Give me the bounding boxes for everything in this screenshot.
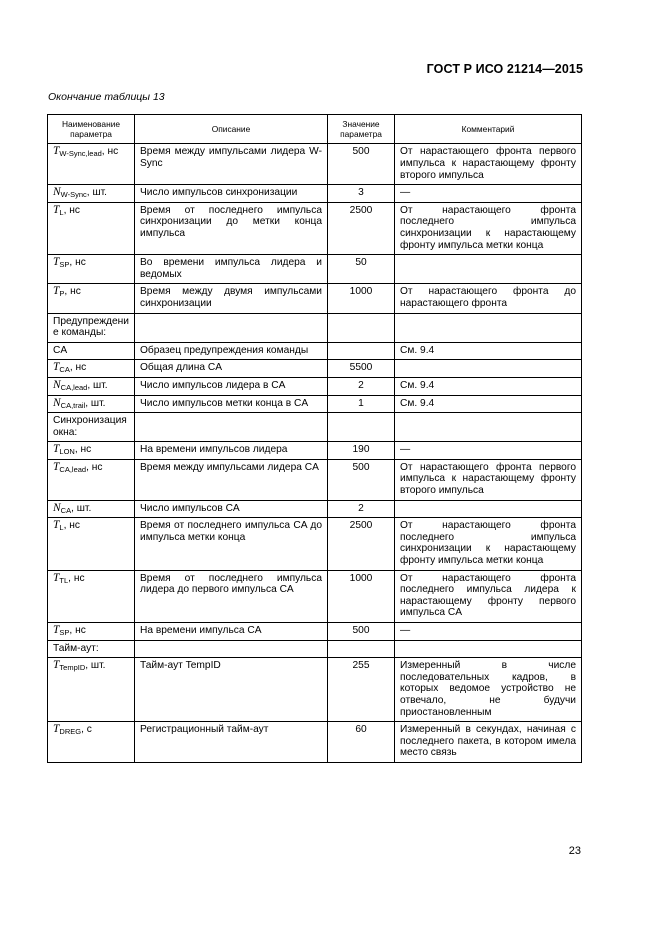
value-cell: 500	[328, 623, 395, 641]
parameter-symbol: CA	[53, 344, 68, 356]
parameter-unit: , нс	[69, 257, 86, 269]
parameter-subscript: SP	[59, 260, 70, 270]
value-cell: 2500	[328, 202, 395, 254]
description-cell: Регистрационный тайм-аут	[135, 722, 328, 763]
comment-cell: —	[395, 623, 582, 641]
description-cell	[135, 413, 328, 442]
table-row	[48, 500, 582, 518]
comment-cell: От нарастающего фронта до нарастающего фронта	[395, 284, 582, 313]
parameter-cell	[48, 395, 135, 413]
parameter-cell	[48, 413, 135, 442]
section-label: Тайм-аут:	[53, 642, 99, 654]
comment-cell: См. 9.4	[395, 395, 582, 413]
description-cell: Число импульсов CA	[135, 500, 328, 518]
parameter-symbol: N	[53, 396, 61, 409]
parameter-unit: , нс	[101, 146, 119, 158]
section-label: Предупреждение команды:	[53, 315, 129, 339]
parameter-cell	[48, 500, 135, 518]
parameters-table	[47, 114, 582, 763]
parameter-unit: , шт.	[71, 502, 92, 514]
parameter-subscript: SP	[59, 628, 70, 637]
parameter-subscript: L	[59, 207, 64, 217]
comment-cell	[395, 255, 582, 284]
table-row	[48, 658, 582, 722]
parameter-symbol: T	[53, 285, 60, 298]
parameter-unit: , с	[81, 724, 92, 736]
parameter-cell	[48, 255, 135, 284]
value-cell: 2	[328, 500, 395, 518]
parameter-subscript: P	[59, 289, 65, 299]
value-cell: 190	[328, 442, 395, 460]
comment-cell: См. 9.4	[395, 342, 582, 360]
description-cell: Образец предупреждения команды	[135, 342, 328, 360]
parameter-subscript: CA,trail	[60, 400, 86, 410]
table-section-row	[48, 640, 582, 658]
description-cell: На времени импульсов лидера	[135, 442, 328, 460]
table-body	[48, 144, 582, 763]
parameter-cell	[48, 202, 135, 254]
parameter-unit: , нс	[63, 204, 80, 216]
value-cell: 2500	[328, 518, 395, 570]
description-cell: Общая длина CA	[135, 360, 328, 378]
parameter-cell	[48, 377, 135, 395]
parameter-unit: , нс	[63, 520, 80, 532]
parameter-cell	[48, 284, 135, 313]
comment-cell: Измеренный в числе последовательных кадров, в которых ведомое устройство не отвечало, не будучи приостановленным	[395, 658, 582, 722]
parameter-cell	[48, 342, 135, 360]
parameter-symbol: T	[53, 659, 60, 672]
parameter-subscript: CA	[59, 365, 70, 375]
section-label: Синхронизация окна:	[53, 415, 127, 438]
parameter-subscript: DREG	[59, 727, 82, 737]
parameter-subscript: W-Sync,lead	[59, 149, 102, 159]
table-row	[48, 722, 582, 763]
table-caption: Окончание таблицы 13	[48, 91, 165, 103]
table-row	[48, 395, 582, 413]
parameter-subscript: CA,lead	[60, 382, 88, 392]
table-row	[48, 284, 582, 313]
parameter-symbol: T	[53, 443, 60, 456]
description-cell: Тайм-аут TempID	[135, 658, 328, 722]
description-cell: Время от последнего импульса CA до импульса метки конца	[135, 518, 328, 570]
parameter-symbol: N	[53, 186, 61, 199]
value-cell: 500	[328, 144, 395, 185]
table-section-row	[48, 313, 582, 342]
value-cell: 1	[328, 395, 395, 413]
parameter-subscript: CA	[60, 505, 72, 515]
header-parameter-name: Наименование параметра	[48, 115, 135, 144]
comment-cell	[395, 640, 582, 658]
value-cell	[328, 342, 395, 360]
parameter-symbol: T	[53, 519, 60, 532]
parameter-symbol: T	[53, 624, 60, 636]
value-cell: 255	[328, 658, 395, 722]
parameter-subscript: L	[59, 523, 64, 533]
parameter-symbol: N	[53, 378, 61, 391]
parameter-cell	[48, 360, 135, 378]
description-cell: Во времени импульса лидера и ведомых	[135, 255, 328, 284]
table-row	[48, 459, 582, 500]
table-section-row	[48, 413, 582, 442]
comment-cell: —	[395, 185, 582, 203]
parameter-subscript: LON	[59, 447, 75, 457]
parameter-unit: , шт.	[85, 397, 106, 409]
parameter-cell	[48, 518, 135, 570]
parameter-unit: , нс	[68, 572, 85, 584]
comment-cell: См. 9.4	[395, 377, 582, 395]
table-row	[48, 623, 582, 641]
parameter-unit: , шт.	[87, 379, 108, 391]
comment-cell	[395, 313, 582, 342]
comment-cell: От нарастающего фронта последнего импульса лидера к нарастающему фронту первого импульса CA	[395, 570, 582, 622]
table-row	[48, 570, 582, 622]
description-cell: На времени импульса CA	[135, 623, 328, 641]
table-row	[48, 377, 582, 395]
comment-cell: От нарастающего фронта первого импульса к нарастающему фронту второго импульса	[395, 144, 582, 185]
comment-cell	[395, 360, 582, 378]
description-cell	[135, 640, 328, 658]
value-cell: 50	[328, 255, 395, 284]
table-row	[48, 255, 582, 284]
description-cell: Время между импульсами лидера CA	[135, 459, 328, 500]
parameter-unit: , нс	[69, 362, 87, 374]
parameter-symbol: T	[53, 723, 60, 736]
value-cell: 1000	[328, 570, 395, 622]
table-row	[48, 342, 582, 360]
comment-cell: От нарастающего фронта последнего импульса синхронизации к нарастающему фронту импульса метки конца	[395, 518, 582, 570]
comment-cell	[395, 413, 582, 442]
comment-cell	[395, 500, 582, 518]
table-row	[48, 442, 582, 460]
table-row	[48, 144, 582, 185]
value-cell	[328, 640, 395, 658]
parameter-cell	[48, 459, 135, 500]
parameter-cell	[48, 570, 135, 622]
value-cell: 5500	[328, 360, 395, 378]
parameter-unit: , нс	[86, 461, 103, 473]
parameter-symbol: T	[53, 256, 60, 269]
description-cell: Время между импульсами лидера W-Sync	[135, 144, 328, 185]
comment-cell: Измеренный в секундах, начиная с последнего пакета, в котором имела место связь	[395, 722, 582, 763]
parameter-cell	[48, 623, 135, 641]
parameter-symbol: N	[53, 501, 61, 514]
parameter-unit: , нс	[69, 625, 86, 636]
standard-header: ГОСТ Р ИСО 21214—2015	[426, 62, 583, 76]
value-cell: 3	[328, 185, 395, 203]
comment-cell: От нарастающего фронта первого импульса к нарастающему фронту второго импульса	[395, 459, 582, 500]
parameter-symbol: T	[53, 145, 60, 158]
parameter-cell	[48, 144, 135, 185]
parameter-cell	[48, 185, 135, 203]
header-comment: Комментарий	[395, 115, 582, 144]
parameter-symbol: T	[53, 571, 60, 584]
parameter-cell	[48, 313, 135, 342]
parameter-symbol: T	[53, 460, 60, 473]
parameter-cell	[48, 658, 135, 722]
header-description: Описание	[135, 115, 328, 144]
parameter-subscript: CA,lead	[59, 464, 87, 474]
parameter-symbol: T	[53, 203, 60, 216]
table-row	[48, 518, 582, 570]
description-cell: Число импульсов синхронизации	[135, 185, 328, 203]
header-value: Значение параметра	[328, 115, 395, 144]
parameter-unit: , нс	[74, 444, 92, 456]
page-number: 23	[568, 845, 581, 857]
value-cell: 2	[328, 377, 395, 395]
value-cell: 500	[328, 459, 395, 500]
parameter-symbol: T	[53, 361, 60, 374]
comment-cell: От нарастающего фронта последнего импульса синхронизации к нарастающему фронту импульса метки конца	[395, 202, 582, 254]
description-cell: Число импульсов лидера в CA	[135, 377, 328, 395]
parameter-subscript: TempID	[59, 663, 86, 673]
parameter-subscript: W-Sync	[60, 190, 87, 200]
parameter-unit: , шт.	[85, 660, 106, 672]
description-cell: Число импульсов метки конца в CA	[135, 395, 328, 413]
parameter-cell	[48, 640, 135, 658]
table-row	[48, 360, 582, 378]
value-cell	[328, 313, 395, 342]
value-cell	[328, 413, 395, 442]
value-cell: 1000	[328, 284, 395, 313]
description-cell	[135, 313, 328, 342]
parameter-unit: , нс	[64, 286, 81, 298]
description-cell: Время от последнего импульса синхронизации до метки конца импульса	[135, 202, 328, 254]
parameter-subscript: TL	[59, 575, 69, 585]
value-cell: 60	[328, 722, 395, 763]
table-header-row	[48, 115, 582, 144]
table-row	[48, 185, 582, 203]
parameter-cell	[48, 442, 135, 460]
parameter-cell	[48, 722, 135, 763]
description-cell: Время между двумя импульсами синхронизации	[135, 284, 328, 313]
parameter-unit: , шт.	[86, 187, 107, 199]
table-row	[48, 202, 582, 254]
comment-cell: —	[395, 442, 582, 460]
description-cell: Время от последнего импульса лидера до первого импульса CA	[135, 570, 328, 622]
